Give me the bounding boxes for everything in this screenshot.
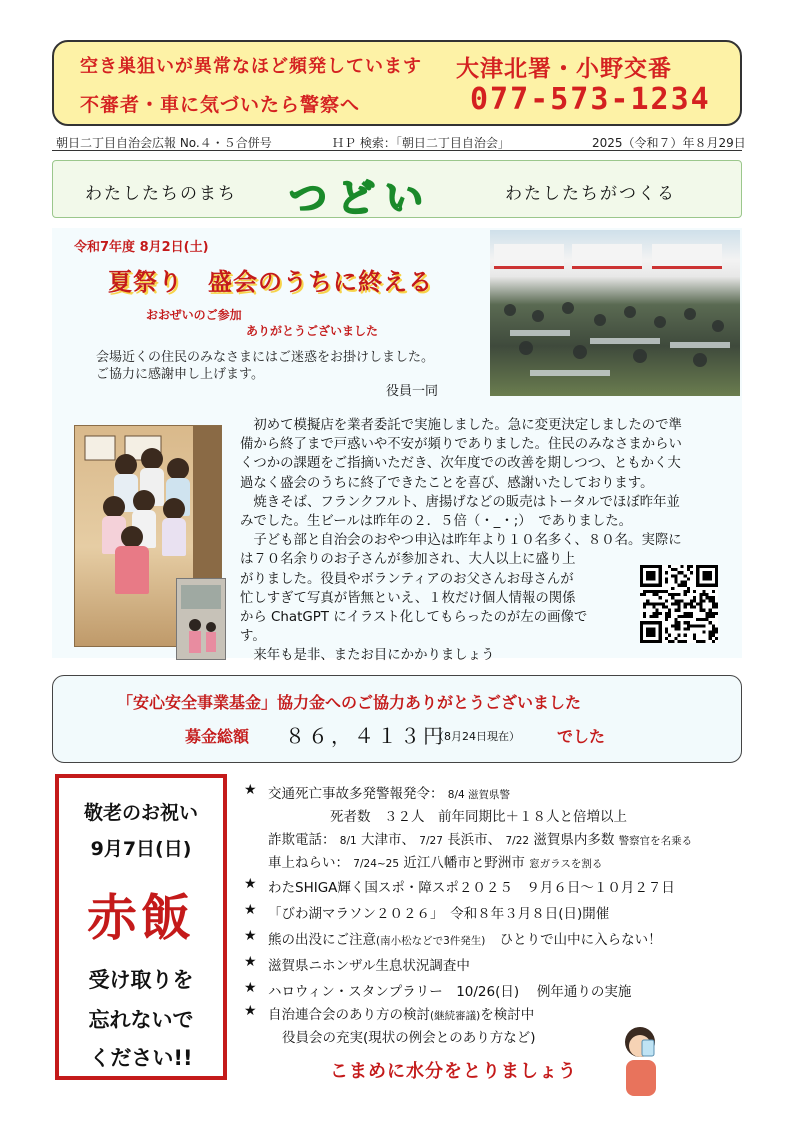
news-item-federation: [268, 1003, 534, 1023]
police-station-name: 大津北署・小野交番: [456, 56, 672, 82]
news-item-traffic: [268, 782, 510, 802]
news-item-marathon: 「びわ湖マラソン２０２６」 令和８年３月８日(日)開催: [268, 906, 610, 922]
fraud-date-3: 7/22: [505, 835, 530, 847]
star-icon: ★: [244, 980, 257, 996]
festival-apology-1: 会場近くの住民のみなさまにはご迷惑をお掛けしました。: [96, 350, 435, 365]
festival-thanks-1: おおぜいのご参加: [146, 308, 242, 322]
respect-message-1: 受け取りを: [88, 968, 194, 992]
qr-code[interactable]: [640, 565, 718, 643]
banner-line-1: 空き巣狙いが異常なほど頻発しています: [80, 56, 422, 77]
festival-body-line: 初めて模擬店を業者委託で実施しました。急に変更決定しましたので準: [240, 418, 682, 433]
car-theft-label: 車上ねらい：: [268, 855, 349, 871]
fund-total-amount: ８６，４１３円: [285, 724, 446, 748]
fund-total-label: 募金総額: [185, 727, 250, 746]
festival-body-line: は７０名余りのお子さんが参加され、大人以上に盛り上: [240, 552, 576, 568]
news-item-halloween: ハロウィン・スタンプラリー 10/26(日) 例年通りの実施: [268, 984, 632, 1000]
traffic-alert-source: 8/4 滋賀県警: [447, 789, 511, 801]
festival-body-line: から ChatGPT にイラスト化してもらったのが左の画像で: [240, 610, 588, 625]
federation-suffix: を検討中: [480, 1007, 535, 1023]
fraud-place-1: 大津市、: [361, 832, 415, 848]
star-icon: ★: [244, 928, 257, 944]
bear-note: (南小松などで3件発生): [376, 935, 486, 947]
homepage-search-hint: ＨＰ 検索：「朝日二丁目自治会」: [332, 136, 510, 150]
news-item-monkey: 滋賀県ニホンザル生息状況調査中: [268, 958, 470, 974]
bear-advice: ひとりで山中に入らない！: [499, 932, 662, 948]
sekihan-label: 赤飯: [87, 888, 195, 947]
issue-date: 2025（令和７）年８月29日: [592, 136, 746, 150]
festival-headline: 夏祭り 盛会のうちに終える: [108, 268, 433, 296]
news-item-sports: わたSHIGA輝く国スポ・障スポ２０２５ ９月６日～１０月２７日: [268, 880, 675, 896]
car-theft-note: 窓ガラスを割る: [529, 858, 603, 870]
car-theft: [268, 851, 602, 871]
festival-body-line: 子ども部と自治会のおやつ申込は昨年より１０名多く、８０名。実際に: [240, 533, 682, 549]
police-phone-number: 077-573-1234: [470, 82, 711, 117]
inset-photo: [176, 578, 226, 660]
warning-banner: [52, 40, 742, 126]
star-icon: ★: [244, 1003, 257, 1019]
respect-date: 9月7日(日): [90, 838, 192, 860]
star-icon: ★: [244, 876, 257, 892]
fraud-label: 詐欺電話：: [268, 832, 336, 848]
newsletter-title: つどい: [289, 175, 434, 220]
festival-body-line: 来年も是非、またお目にかかりましょう: [240, 648, 495, 664]
divider: [52, 150, 742, 151]
festival-apology-2: ご協力に感謝申し上げます。: [96, 367, 264, 382]
fund-suffix: でした: [557, 727, 606, 746]
festival-photo: [490, 230, 740, 396]
tagline-right: わたしたちがつくる: [505, 184, 676, 204]
banner-line-2: 不審者・車に気づいたら警察へ: [80, 94, 361, 116]
festival-body-line: す。: [240, 629, 266, 645]
fraud-note: 警察官を名乗る: [618, 835, 693, 847]
tagline-left: わたしたちのまち: [85, 184, 237, 204]
traffic-deaths: 死者数 ３２人 前年同期比＋１８人と倍増以上: [330, 809, 627, 825]
fund-headline: 「安心安全事業基金」協力金へのご協力ありがとうございました: [117, 693, 582, 712]
respect-message-3: ください!!: [89, 1046, 193, 1070]
drinking-woman-icon: [612, 1018, 668, 1096]
federation-sub: 役員会の充実(現状の例会とのあり方など): [282, 1030, 536, 1046]
respect-title: 敬老のお祝い: [83, 802, 198, 824]
fraud-calls: [268, 828, 692, 848]
festival-body-line: 焼きそば、フランクフルト、唐揚げなどの販売はトータルでほぼ昨年並: [240, 494, 680, 510]
star-icon: ★: [244, 902, 257, 918]
bear-warning: 熊の出没にご注意: [268, 932, 376, 948]
festival-thanks-2: ありがとうございました: [246, 324, 379, 338]
star-icon: ★: [244, 782, 257, 798]
festival-body-line: 忙しすぎて写真が皆無といえ、１枚だけ個人情報の関係: [240, 590, 576, 606]
fraud-date-2: 7/27: [419, 835, 443, 847]
issue-label: 朝日二丁目自治会広報 No.４・５合併号: [56, 136, 272, 150]
news-item-bear: [268, 928, 662, 948]
respect-for-aged-box: [55, 774, 227, 1080]
fraud-date-1: 8/1: [339, 835, 357, 847]
traffic-alert-label: 交通死亡事故多発警報発令：: [268, 786, 444, 802]
festival-body-line: みでした。生ビールは昨年の２．５倍（・_・;） でありました。: [240, 514, 633, 529]
festival-date: 令和7年度 8月2日(土): [74, 240, 209, 255]
car-theft-place: 近江八幡市と野洲市: [403, 855, 525, 871]
star-icon: ★: [244, 954, 257, 970]
newsletter-title-banner: [52, 160, 742, 218]
fraud-place-3: 滋賀県内多数: [533, 832, 615, 848]
federation-topic: 自治連合会のあり方の検討: [268, 1007, 430, 1023]
festival-body-line: 過なく盛会のうちに終了できたことを喜び、感謝いたしております。: [240, 475, 654, 491]
fund-thanks-box: [52, 675, 742, 763]
hydration-reminder: こまめに水分をとりましょう: [330, 1061, 577, 1082]
car-theft-date: 7/24~25: [353, 858, 400, 870]
federation-status: (継続審議): [430, 1010, 481, 1022]
festival-body-line: がりました。役員やボランティアのお父さんお母さんが: [240, 571, 574, 587]
festival-body-line: 備から終了まで戸惑いや不安が頻りでありました。住民のみなさまからい: [240, 437, 682, 453]
fraud-place-2: 長浜市、: [447, 832, 502, 848]
festival-signature: 役員一同: [386, 384, 439, 399]
festival-body-line: くつかの課題をご指摘いただき、次年度での改善を期しつつ、ともかく大: [240, 456, 681, 472]
fund-as-of-date: （8月24日現在）: [433, 730, 520, 743]
respect-message-2: 忘れないで: [88, 1008, 194, 1032]
